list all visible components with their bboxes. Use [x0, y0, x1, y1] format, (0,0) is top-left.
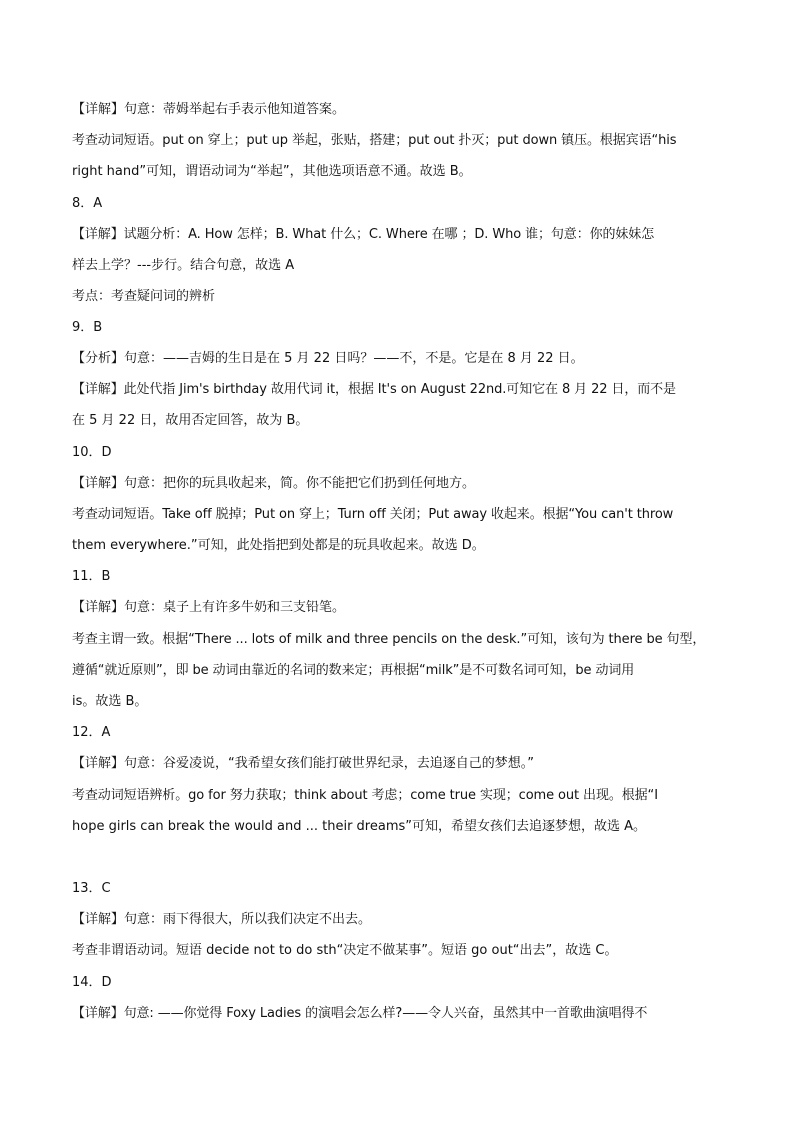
line-explain-7a: 考查动词短语。put on 穿上；put up 举起，张贴，搭建；put out 扑灭；put down 镇压。根据宾语“his	[72, 133, 677, 148]
answer-10: 10．D	[72, 445, 112, 460]
answer-8: 8．A	[72, 196, 103, 211]
line-explain-12a: 考查动词短语辨析。go for 努力获取；think about 考虑；come true 实现；come out 出现。根据“I	[72, 788, 658, 803]
line-explain-7b: right hand”可知，谓语动词为“举起”，其他选项语意不通。故选 B。	[72, 164, 472, 179]
line-detail-10: 【详解】句意：把你的玩具收起来，简。你不能把它们扔到任何地方。	[72, 476, 476, 491]
line-detail-12: 【详解】句意：谷爱凌说，“我希望女孩们能打破世界纪录，去追逐自己的梦想。”	[72, 756, 534, 771]
answer-14: 14．D	[72, 975, 112, 990]
line-detail-9b: 在 5 月 22 日，故用否定回答，故为 B。	[72, 413, 309, 428]
answer-11: 11．B	[72, 569, 111, 584]
answer-13: 13．C	[72, 881, 111, 896]
line-explain-13: 考查非谓语动词。短语 decide not to do sth“决定不做某事”。短语 go out“出去”，故选 C。	[72, 943, 618, 958]
answer-9: 9．B	[72, 320, 103, 335]
line-detail-8b: 样去上学？---步行。结合句意，故选 A	[72, 258, 295, 273]
line-detail-7: 【详解】句意：蒂姆举起右手表示他知道答案。	[72, 102, 346, 117]
answer-12: 12．A	[72, 725, 111, 740]
line-analysis-9: 【分析】句意：——吉姆的生日是在 5 月 22 日吗？——不，不是。它是在 8 月 22 日。	[72, 351, 584, 366]
line-kaodian-8: 考点：考查疑问词的辨析	[72, 289, 216, 304]
line-explain-12b: hope girls can break the would and ... their dreams”可知，希望女孩们去追逐梦想，故选 A。	[72, 819, 647, 834]
line-detail-14: 【详解】句意: ——你觉得 Foxy Ladies 的演唱会怎么样?——令人兴奋，虽然其中一首歌曲演唱得不	[72, 1006, 648, 1021]
line-explain-11c: is。故选 B。	[72, 694, 148, 709]
line-detail-13: 【详解】句意：雨下得很大，所以我们决定不出去。	[72, 912, 372, 927]
line-explain-10b: them everywhere.”可知，此处指把到处都是的玩具收起来。故选 D。	[72, 538, 485, 553]
line-detail-9a: 【详解】此处代指 Jim's birthday 故用代词 it，根据 It's on August 22nd.可知它在 8 月 22 日，而不是	[72, 382, 676, 397]
line-explain-11a: 考查主谓一致。根据“There ... lots of milk and three pencils on the desk.”可知，该句为 there be 句型，	[72, 632, 706, 647]
line-explain-10a: 考查动词短语。Take off 脱掉；Put on 穿上；Turn off 关闭；Put away 收起来。根据“You can't throw	[72, 507, 674, 522]
line-detail-11: 【详解】句意：桌子上有许多牛奶和三支铅笔。	[72, 600, 346, 615]
line-detail-8a: 【详解】试题分析：A. How 怎样；B. What 什么；C. Where 在哪 ；D. Who 谁；句意：你的妹妹怎	[72, 227, 655, 242]
line-explain-11b: 遵循“就近原则”，即 be 动词由靠近的名词的数来定；再根据“milk”是不可数名词可知，be 动词用	[72, 663, 635, 678]
